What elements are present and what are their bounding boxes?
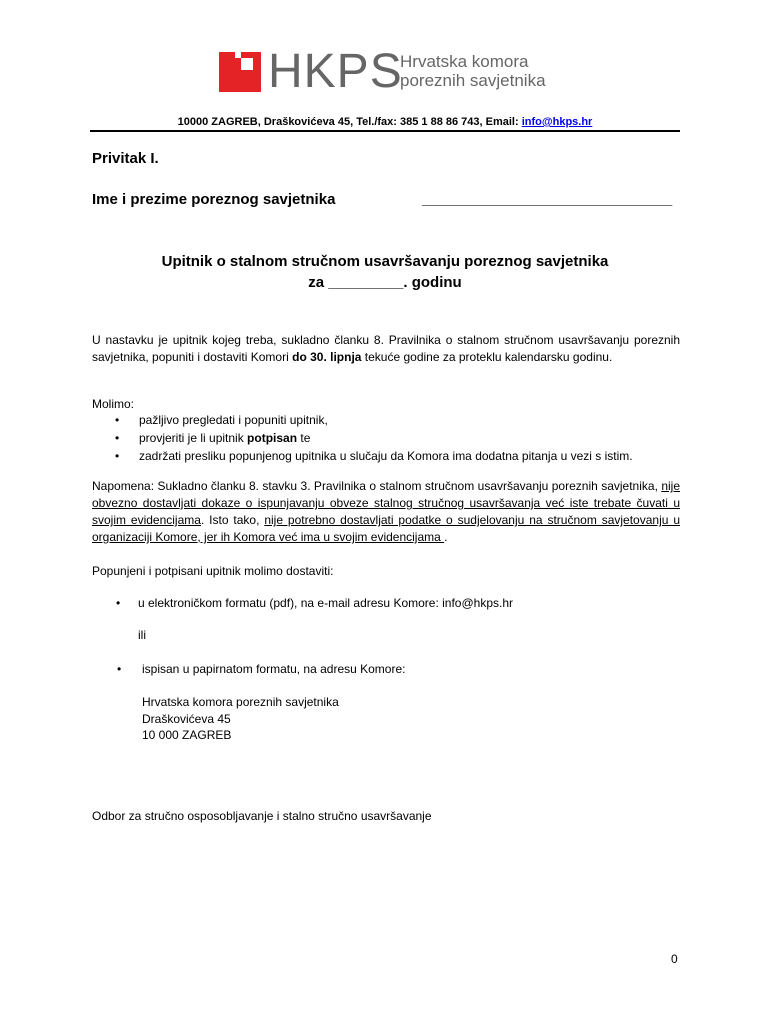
bullet-icon: • — [115, 431, 120, 445]
attachment-heading: Privitak I. — [92, 150, 159, 167]
delivery-intro: Popunjeni i potpisani upitnik molimo dostaviti: — [92, 564, 334, 578]
hkps-logo-mark — [219, 52, 261, 92]
bullet-icon: • — [117, 662, 122, 676]
postal-address-line: Draškovićeva 45 — [142, 712, 231, 726]
bullet-icon: • — [116, 596, 121, 610]
list-item: • zadržati presliku popunjenog upitnika u slučaju da Komora ima dodatna pitanja u vezi s istim. — [115, 449, 633, 463]
postal-address-line: 10 000 ZAGREB — [142, 728, 232, 742]
document-title: Upitnik o stalnom stručnom usavršavanju poreznog savjetnika — [161, 253, 609, 270]
bullet-icon: • — [115, 449, 120, 463]
page-number: 0 — [671, 952, 678, 966]
delivery-option-email: • u elektroničkom formatu (pdf), na e-mail adresu Komore: info@hkps.hr — [116, 596, 514, 610]
intro-paragraph: U nastavku je upitnik kojeg treba, sukladno članku 8. Pravilnika o stalnom stručnom usavršavanju poreznih savjetnika, popuniti i dostaviti Komori do 30. lipnja tekuće godine za proteklu kalendarsku godinu. — [92, 333, 680, 364]
list-item: • provjeriti je li upitnik potpisan te — [115, 431, 311, 445]
address-line: 10000 ZAGREB, Draškovićeva 45, Tel./fax: 385 1 88 86 743, Email: info@hkps.hr — [177, 116, 593, 128]
molimo-label: Molimo: — [92, 397, 135, 411]
bullet-icon: • — [115, 413, 120, 427]
logo-wordmark: HKPS — [268, 45, 403, 98]
postal-address-line: Hrvatska komora poreznih savjetnika — [142, 695, 339, 709]
document-year-line: za _________. godinu — [308, 274, 462, 291]
name-field[interactable]: ______________________________ — [422, 191, 673, 208]
list-item: • pažljivo pregledati i popuniti upitnik, — [115, 413, 328, 427]
name-label: Ime i prezime poreznog savjetnika — [92, 191, 336, 208]
or-label: ili — [138, 628, 146, 642]
committee-signature: Odbor za stručno osposobljavanje i stalno stručno usavršavanje — [92, 809, 432, 823]
logo-subtitle: Hrvatska komora poreznih savjetnika — [400, 52, 546, 90]
note-paragraph: Napomena: Sukladno članku 8. stavku 3. Pravilnika o stalnom stručnom usavršavanju poreznih savjetnika, nije obvezno dostavljati dokaze o ispunjavanju obveze stalnog stručnog usavršavanja već iste trebate čuvati u svojim evidencijama. Isto tako, nije potrebno dostavljati podatke o sudjelovanju na stručnom savjetovanju u organizaciji Komore, jer ih Komora već ima u svojim evidencijama . — [92, 479, 680, 544]
header-divider — [90, 130, 680, 132]
delivery-option-post: • ispisan u papirnatom formatu, na adresu Komore: — [117, 662, 406, 676]
email-link[interactable]: info@hkps.hr — [521, 116, 593, 128]
